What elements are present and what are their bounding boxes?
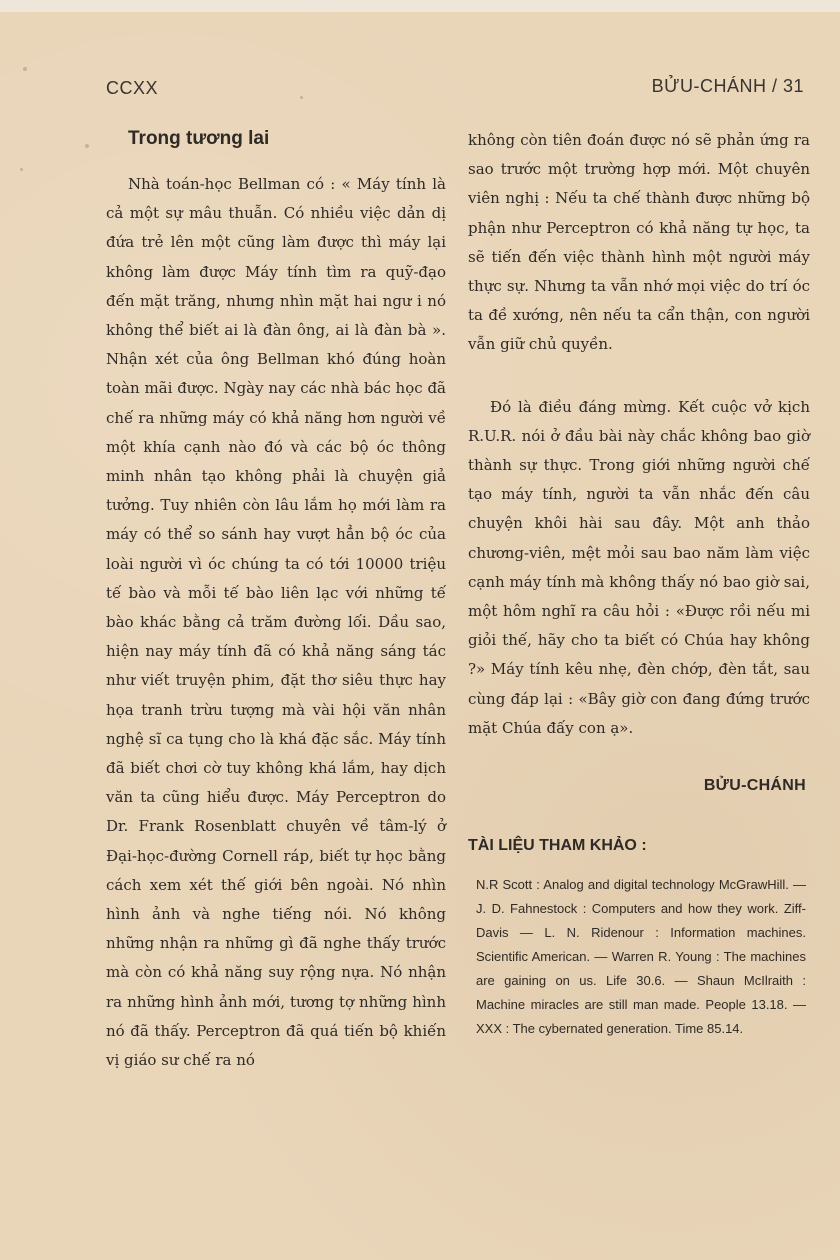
author-signature: BỬU-CHÁNH xyxy=(703,777,806,795)
paper-spot xyxy=(23,67,27,71)
references-title: TÀI LIỆU THAM KHẢO : xyxy=(468,837,647,855)
right-column xyxy=(468,126,810,1041)
right-column-paragraph-1: không còn tiên đoán được nó sẽ phản ứng ra sao trước một trường hợp mới. Một chuyên viên nghị : Nếu ta chế thành được những bộ phận như Perceptron có khả năng tự học, ta sẽ tiến đến việc thành hình một người máy thực sự. Nhưng ta vẫn nhớ mọi việc do trí óc ta đề xướng, nên nếu ta cẩn thận, con người vẫn giữ chủ quyền. xyxy=(468,131,810,354)
left-column xyxy=(106,128,446,1075)
page-top-edge xyxy=(0,0,840,12)
right-column-paragraph-2: Đó là điều đáng mừng. Kết cuộc vở kịch R.U.R. nói ở đầu bài này chắc không bao giờ thành sự thực. Trong giới những người chế tạo máy tính, người ta vẫn nhắc đến câu chuyện khôi hài sau đây. Một anh thảo chương-viên, mệt mỏi sau bao năm làm việc cạnh máy tính mà không thấy nó bao giờ sai, một hôm nghĩ ra câu hỏi : «Được rồi nếu mi giỏi thế, hãy cho ta biết có Chúa hay không ?» Máy tính kêu nhẹ, đèn chớp, đèn tắt, sau cùng đáp lại : «Bây giờ con đang đứng trước mặt Chúa đấy con ạ». xyxy=(468,397,810,737)
paper-spot xyxy=(300,96,303,99)
section-title: Trong tương lai xyxy=(128,128,270,149)
left-column-paragraph: Nhà toán-học Bellman có : « Máy tính là cả một sự mâu thuẫn. Có nhiều việc dản dị đứa trẻ lên một cũng làm được thì máy lại không làm được Máy tính tìm ra quỹ-đạo đến mặt trăng, nhưng nhìn mặt hai ngư i nó không thể biết ai là đàn ông, ai là đàn bà ». Nhận xét của ông Bellman khó đúng hoàn toàn mãi được. Ngày nay các nhà bác học đã chế ra những máy có khả năng hơn người về một khía cạnh nào đó và các bộ óc thông minh nhân tạo không phải là chuyện giả tưởng. Tuy nhiên còn lâu lắm họ mới làm ra máy có thể so sánh hay vượt hẳn bộ óc của loài người vì óc chúng ta có tới 10000 triệu tế bào và mỗi tế bào liên lạc với những tế bào khác bằng cả trăm đường lối. Dầu sao, hiện nay máy tính đã có khả năng sáng tác như viết truyện phim, đặt thơ siêu thực hay họa tranh trừu tượng mà vài hội văn nhân nghệ sĩ ca tụng cho là khá đặc sắc. Máy tính đã biết chơi cờ tuy không khá lắm, hay dịch văn ta cũng hiểu được. Máy Perceptron do Dr. Frank Rosenblatt chuyên về tâm-lý ở Đại-học-đường Cornell ráp, biết tự học bằng cách xem xét thế giới bên ngoài. Nó nhìn hình ảnh và nghe tiếng nói. Nó không những nhận ra những gì đã nghe thấy trước mà còn có khả năng suy rộng nựa. Nó nhận ra những hình ảnh mới, tương tợ những hình nó đã thấy. Perceptron đã quá tiến bộ khiến vị giáo sư chế ra nó xyxy=(106,175,446,1070)
paper-spot xyxy=(85,144,89,148)
page-header-right: BỬU-CHÁNH / 31 xyxy=(651,76,804,96)
page-header-left: CCXX xyxy=(106,78,159,98)
paper-spot xyxy=(20,168,23,171)
references-text: N.R Scott : Analog and digital technology McGrawHill. — J. D. Fahnestock : Computers and how they work. Ziff-Davis — L. N. Ridenour : Information machines. Scientific American. — Warren R. Young : The machines are gaining on us. Life 30.6. — Shaun McIlraith : Machine miracles are still man made. People 13.18. — XXX : The cybernated generation. Time 85.14. xyxy=(476,877,806,1037)
